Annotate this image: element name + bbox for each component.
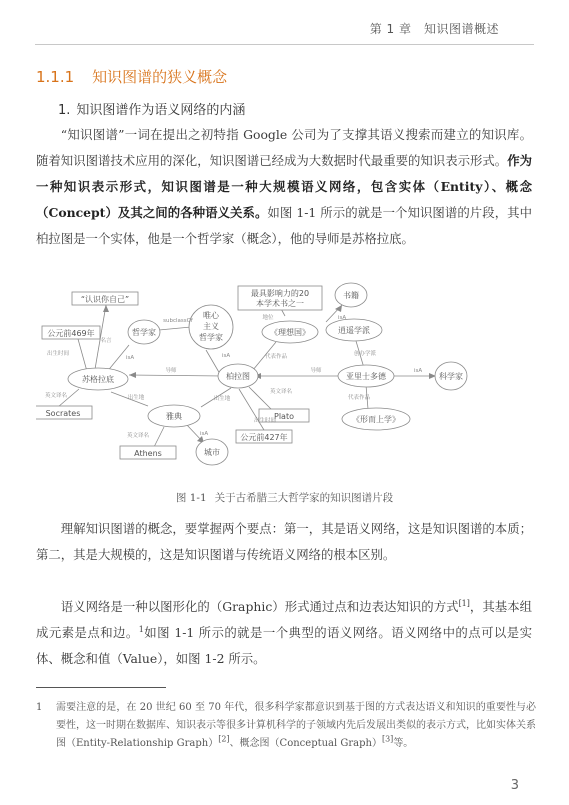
label-athens-en: Athens xyxy=(134,449,162,458)
paragraph-2: 理解知识图谱的概念，要掌握两个要点：第一，其是语义网络，这是知识图谱的本质；第二，其是大规模的，这是知识图谱与传统语义网络的根本区别。 xyxy=(36,521,532,562)
label-idealist-1: 唯心 xyxy=(203,311,219,320)
edge-label-en-name-2: 英文译名 xyxy=(269,389,293,395)
paragraph-1 xyxy=(36,122,532,252)
subsection-heading xyxy=(58,99,245,118)
section-title: 知识图谱的狭义概念 xyxy=(92,68,228,86)
paragraph-3 xyxy=(36,594,532,672)
arrowhead xyxy=(129,372,136,378)
label-influential-2: 本学术书之一 xyxy=(256,299,304,308)
label-athens: 雅典 xyxy=(166,412,182,421)
edge-label-birth-time-1: 出生时间 xyxy=(46,351,70,357)
label-idealist-2: 主义 xyxy=(203,322,219,331)
footnote-text xyxy=(56,699,536,753)
footnote-number: 1 xyxy=(36,702,43,713)
figure-caption-text: 关于古希腊三大哲学家的知识图谱片段 xyxy=(214,492,394,504)
edge-label-isa-3: isA xyxy=(199,431,209,437)
edge-label-mentor-1: 导师 xyxy=(165,368,177,374)
edge-label-isa-1: isA xyxy=(125,355,135,361)
edge-label-subclassof: subclassOf xyxy=(163,318,193,324)
paragraph-3-text-c: 如图 1-1 所示的就是一个典型的语义网络。语义网络中的点可以是实体、概念和值（Value），如图 1-2 所示。 xyxy=(36,625,533,666)
label-bc469: 公元前469年 xyxy=(47,329,95,338)
edge-label-birthplace-1: 出生地 xyxy=(127,395,145,401)
edge-label-birth-time-2: 出生时间 xyxy=(253,418,277,424)
label-socrates: 苏格拉底 xyxy=(82,375,114,384)
figure-1-1 xyxy=(36,275,532,480)
running-header: 第 1 章 知识图谱概述 xyxy=(369,22,499,36)
edge-label-mentor-2: 导师 xyxy=(310,368,322,374)
paragraph-1-bold-definition: 作为一种知识表示形式，知识图谱是一种大规模语义网络，包含实体（Entity）、概念（Concept）及其之间的各种语义关系。 xyxy=(36,153,533,220)
label-books: 书籍 xyxy=(343,291,359,300)
page-number: 3 xyxy=(510,778,519,793)
edge-label-isa-5: isA xyxy=(413,368,423,374)
label-city: 城市 xyxy=(204,448,220,457)
label-bc427: 公元前427年 xyxy=(240,433,288,442)
subsection-title: 知识图谱作为语义网络的内涵 xyxy=(76,103,246,118)
paragraph-3-text-b: ，其基本组成元素是点和边。 xyxy=(36,599,532,640)
edge-plato-en xyxy=(249,387,272,410)
label-influential-1: 最具影响力的20 xyxy=(250,289,310,298)
footnote xyxy=(36,699,536,753)
edge-label-work-1: 代表作品 xyxy=(264,354,288,360)
footnote-text-a: 需要注意的是，在 20 世纪 60 至 70 年代，很多科学家都意识到基于图的方式表达语义和知识的重要性与必要性，这一时期在数据库、知识表示等很多计算机科学的子领域内先后发展出类似的表示方式，比如实体关系图（Entity-Relationship Graph） xyxy=(56,702,536,749)
label-know-thyself: “认识你自己” xyxy=(80,295,130,304)
edge-label-en-name-1: 英文译名 xyxy=(44,393,68,399)
section-number: 1.1.1 xyxy=(36,68,75,86)
label-scientist: 科学家 xyxy=(439,372,463,381)
footnote-text-b: 、概念图（Conceptual Graph） xyxy=(229,738,382,749)
label-lyceum: 逍遥学派 xyxy=(338,326,370,335)
edge-label-isa-4: isA xyxy=(337,315,347,321)
edge-athens-en xyxy=(154,427,164,447)
arrowhead xyxy=(103,305,109,312)
edge-label-isa-2: isA xyxy=(221,353,231,359)
paragraph-1-text-a: “知识图谱”一词在提出之初特指 Google 公司为了支撑其语义搜索而建立的知识库。随着知识图谱技术应用的深化，知识图谱已经成为大数据时代最重要的知识表示形式。 xyxy=(36,127,532,168)
footnote-marker[interactable]: 1 xyxy=(138,624,144,634)
section-heading xyxy=(36,66,227,87)
knowledge-graph-diagram xyxy=(36,275,532,480)
footnote-text-c: 等。 xyxy=(393,738,414,749)
citation-3[interactable]: [3] xyxy=(381,734,394,744)
figure-caption-label: 图 1-1 xyxy=(175,492,207,504)
label-metaphysics: 《形而上学》 xyxy=(352,415,400,424)
edge-label-en-name-3: 英文译名 xyxy=(126,433,150,439)
label-idealist-3: 哲学家 xyxy=(199,333,223,342)
edge-label-maxim: 名言 xyxy=(100,338,112,344)
paragraph-3-text-a: 语义网络是一种以图形化的（Graphic）形式通过点和边表达知识的方式 xyxy=(60,599,459,614)
citation-1[interactable]: [1] xyxy=(458,598,470,608)
label-philosopher: 哲学家 xyxy=(132,328,156,337)
label-aristotle: 亚里士多德 xyxy=(346,372,386,381)
edge-plato-isa-idealist xyxy=(206,350,220,374)
figure-caption xyxy=(0,490,569,505)
subsection-number: 1. xyxy=(58,103,71,118)
edge-label-work-2: 代表作品 xyxy=(347,395,371,401)
edge-label-status: 地位 xyxy=(262,315,274,321)
label-socrates-en: Socrates xyxy=(45,409,81,418)
edge-mentor-1 xyxy=(129,375,223,376)
citation-2[interactable]: [2] xyxy=(218,734,230,744)
paragraph-1-text-b: 如图 1-1 所示的就是一个知识图谱的片段，其中柏拉图是一个实体，他是一个哲学家（概念），他的导师是苏格拉底。 xyxy=(36,205,532,246)
edge-label-birthplace-2: 出生地 xyxy=(213,396,231,402)
edge-label-founded: 创办学派 xyxy=(353,351,377,357)
label-plato: 柏拉图 xyxy=(226,372,250,381)
header-rule xyxy=(35,44,534,45)
label-republic: 《理想国》 xyxy=(270,328,310,337)
label-plato-en: Plato xyxy=(274,412,294,421)
edge-subclassof xyxy=(159,327,191,330)
footnote-rule xyxy=(36,687,166,688)
